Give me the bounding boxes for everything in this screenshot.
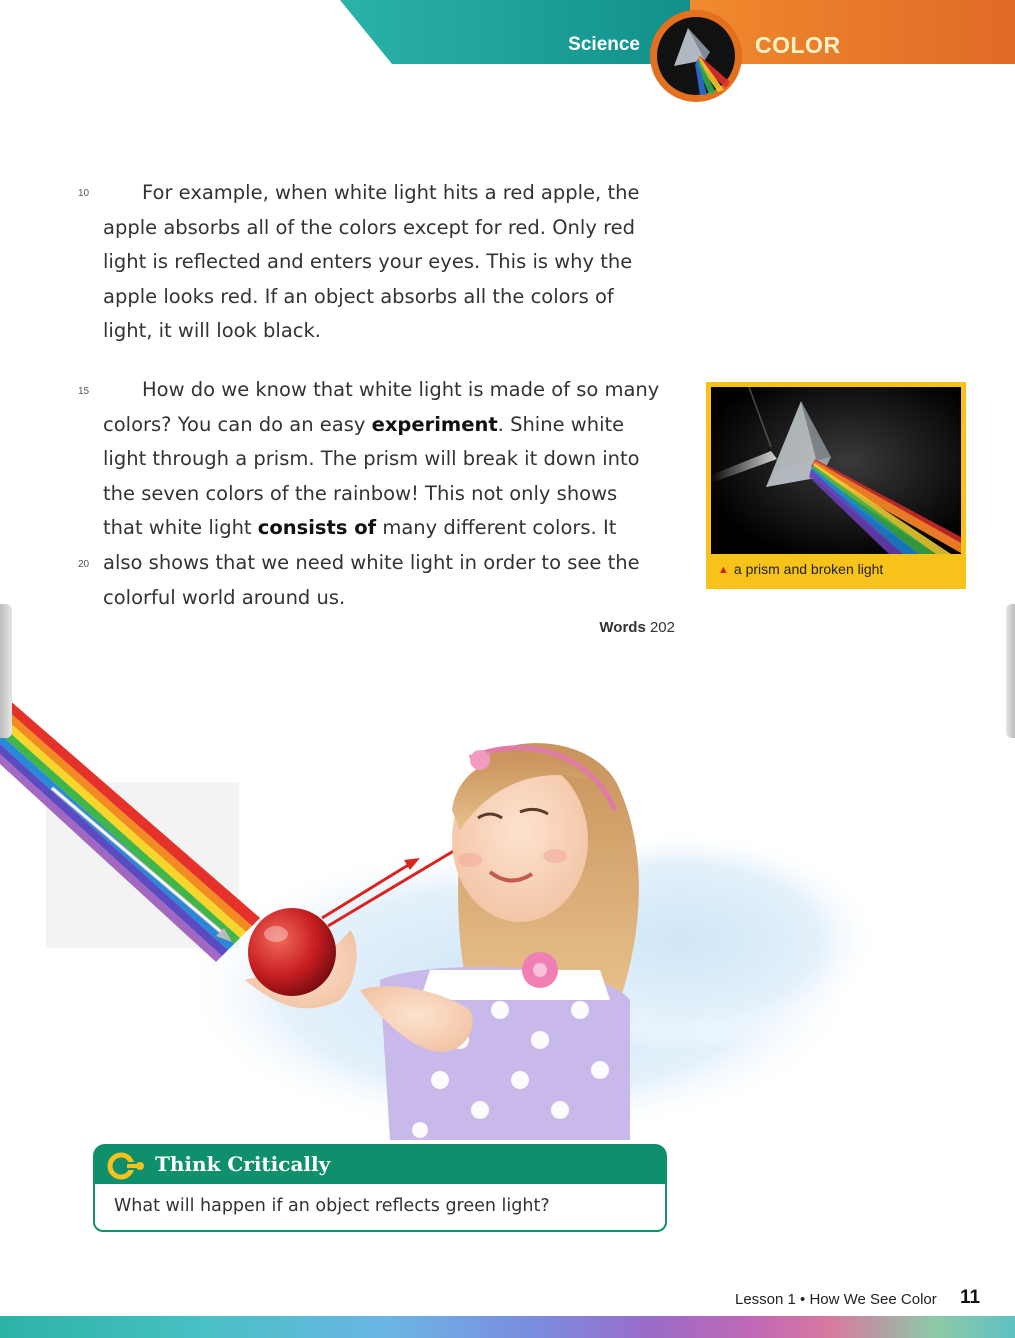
think-critically-icon: [107, 1152, 145, 1180]
caption-text: a prism and broken light: [733, 561, 884, 577]
page-header: [0, 0, 1015, 110]
word-count: [580, 619, 675, 636]
paragraph-1: [103, 176, 683, 349]
think-critically-title: Think Critically: [155, 1152, 331, 1176]
line-number: 20: [78, 559, 90, 570]
think-critically-header: [93, 1144, 667, 1186]
think-critically-box: [93, 1144, 667, 1232]
prism-photo-card: [706, 382, 966, 589]
header-banner: [0, 0, 1015, 110]
think-critically-body: [93, 1184, 667, 1232]
page-number: 11: [960, 1287, 981, 1308]
paragraph-line: colorful world around us.: [103, 585, 346, 609]
subject-label: Science: [568, 34, 640, 55]
paragraph-line: that white light consists of many different colors. It: [103, 516, 617, 540]
previous-page-tab[interactable]: [0, 604, 12, 738]
prism-photo: [711, 387, 961, 554]
red-apple: [248, 908, 336, 996]
vocab-consists-of[interactable]: consists of: [257, 516, 377, 540]
think-critically-question: What will happen if an object reflects green light?: [114, 1196, 550, 1216]
lesson-footer: Lesson 1 • How We See Color: [735, 1291, 937, 1308]
vocab-experiment[interactable]: experiment: [371, 412, 498, 436]
paragraph-line: light is reflected and enters your eyes. This is why the: [103, 250, 633, 274]
word-count-value: 202: [649, 619, 675, 636]
rainbow-footer-bar: [0, 1316, 1015, 1338]
red-triangle-icon: ▲: [718, 564, 729, 576]
paragraph-line: For example, when white light hits a red apple, the: [142, 181, 640, 204]
topic-label: COLOR: [755, 32, 841, 58]
paragraph-2: [103, 373, 683, 615]
paragraph-line: How do we know that white light is made of so many: [142, 378, 660, 401]
next-page-tab[interactable]: [1006, 604, 1015, 738]
paragraph-line: apple absorbs all of the colors except for red. Only red: [103, 215, 636, 239]
paragraph-line: light, it will look black.: [103, 319, 322, 343]
paragraph-line: also shows that we need white light in order to see the: [103, 550, 640, 574]
paragraph-line: apple looks red. If an object absorbs all the colors of: [103, 284, 614, 308]
paragraph-line: light through a prism. The prism will break it down into: [103, 447, 640, 471]
girl-apple-illustration: [0, 640, 1015, 1150]
paragraph-line: the seven colors of the rainbow! This not only shows: [103, 481, 618, 505]
word-count-label: Words: [599, 619, 646, 636]
paragraph-line: colors? You can do an easy experiment. Shine white: [103, 412, 625, 436]
photo-caption: [718, 561, 883, 577]
line-number: 10: [78, 188, 90, 199]
line-number: 15: [78, 386, 90, 397]
